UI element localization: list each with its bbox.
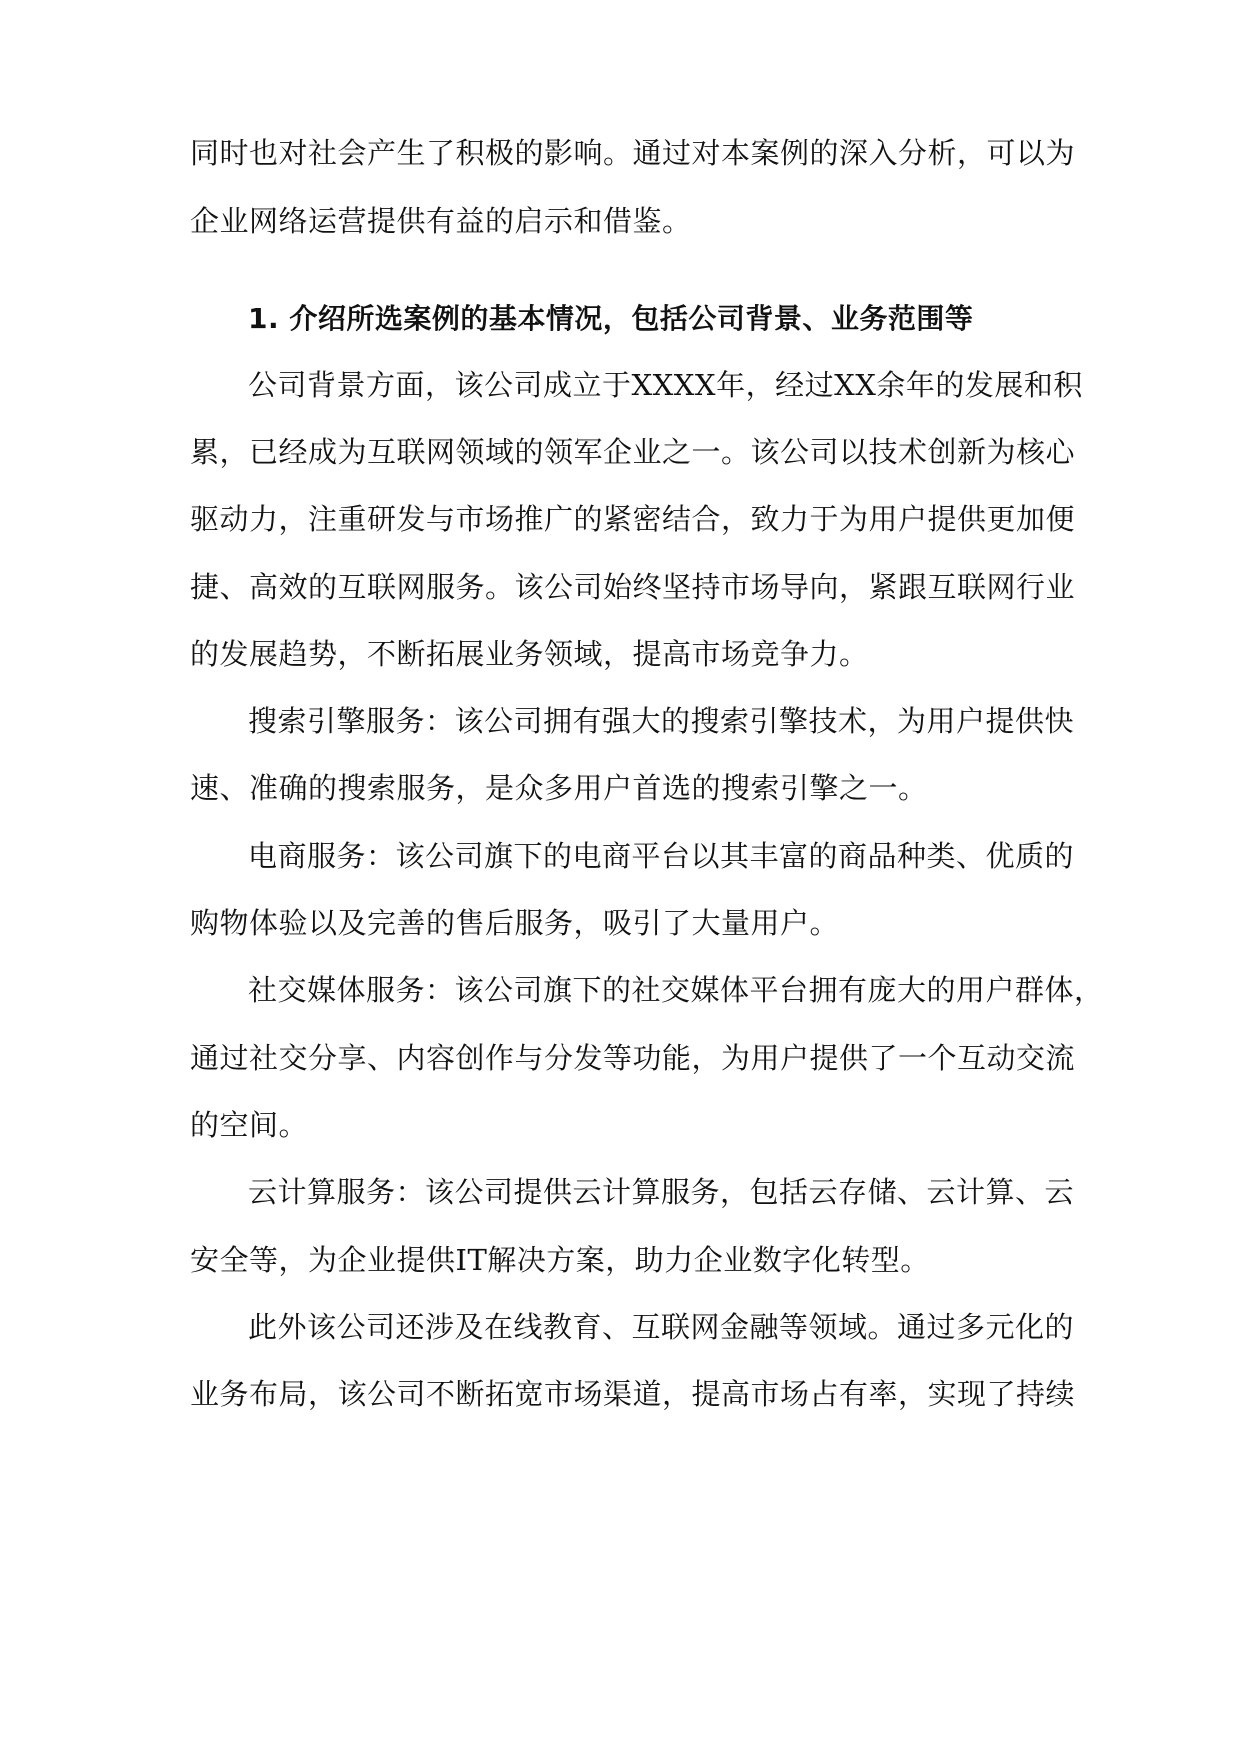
paragraph-line: 捷、高效的互联网服务。该公司始终坚持市场导向，紧跟互联网行业 (190, 570, 1076, 604)
paragraph-line: 企业网络运营提供有益的启示和借鉴。 (190, 204, 692, 238)
paragraph-line: 通过社交分享、内容创作与分发等功能，为用户提供了一个互动交流 (190, 1041, 1076, 1075)
paragraph-line: 驱动力，注重研发与市场推广的紧密结合，致力于为用户提供更加便 (190, 502, 1076, 536)
paragraph-line: 此外该公司还涉及在线教育、互联网金融等领域。通过多元化的 (248, 1310, 1075, 1344)
paragraph-line: 云计算服务：该公司提供云计算服务，包括云存储、云计算、云 (248, 1175, 1075, 1209)
paragraph-line: 的发展趋势，不断拓展业务领域，提高市场竞争力。 (190, 637, 869, 671)
paragraph-line: 同时也对社会产生了积极的影响。通过对本案例的深入分析，可以为 (190, 136, 1076, 170)
section-heading: 1. 介绍所选案例的基本情况，包括公司背景、业务范围等 (248, 302, 974, 335)
paragraph-line: 的空间。 (190, 1108, 309, 1142)
paragraph-line: 业务布局，该公司不断拓宽市场渠道，提高市场占有率，实现了持续 (190, 1377, 1076, 1411)
paragraph-line: 电商服务：该公司旗下的电商平台以其丰富的商品种类、优质的 (248, 839, 1075, 873)
paragraph-line: 安全等，为企业提供IT解决方案，助力企业数字化转型。 (190, 1243, 930, 1277)
paragraph-line: 公司背景方面，该公司成立于XXXX年，经过XX余年的发展和积 (248, 368, 1083, 402)
paragraph-line: 购物体验以及完善的售后服务，吸引了大量用户。 (190, 906, 840, 940)
paragraph-line: 社交媒体服务：该公司旗下的社交媒体平台拥有庞大的用户群体， (248, 973, 1104, 1007)
paragraph-line: 累，已经成为互联网领域的领军企业之一。该公司以技术创新为核心 (190, 435, 1076, 469)
paragraph-line: 搜索引擎服务：该公司拥有强大的搜索引擎技术，为用户提供快 (248, 704, 1075, 738)
paragraph-line: 速、准确的搜索服务，是众多用户首选的搜索引擎之一。 (190, 771, 928, 805)
